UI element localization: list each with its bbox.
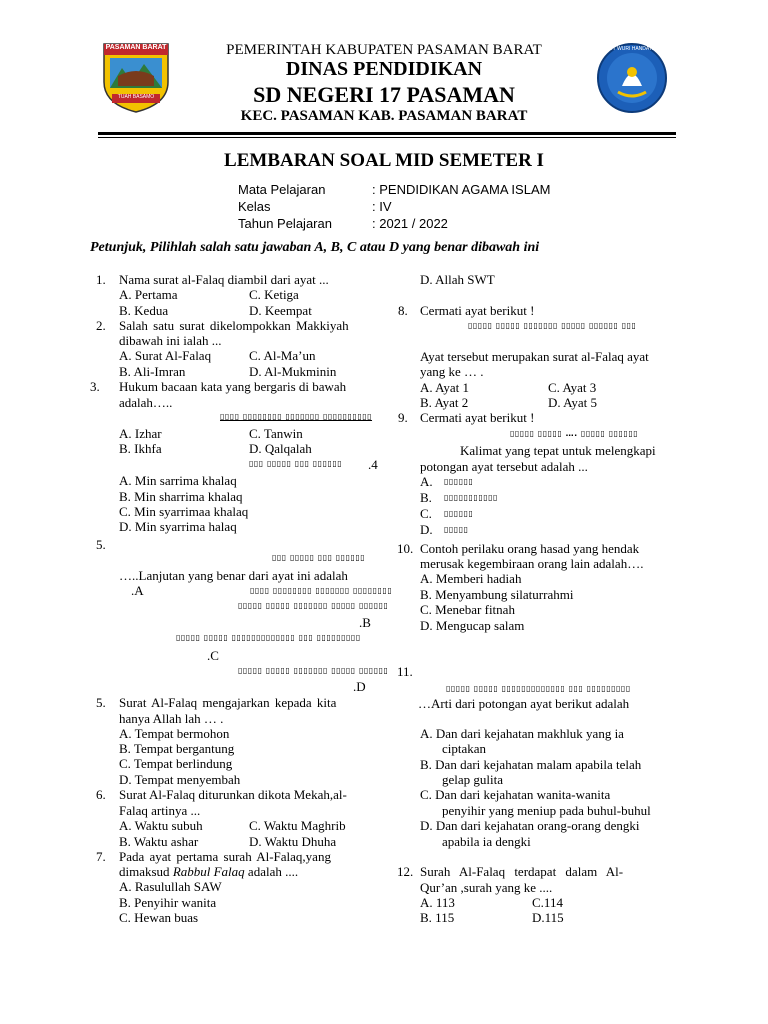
option-b: B. Tempat bergantung: [119, 741, 235, 756]
option-a: A. Min sarrima khalaq: [119, 473, 237, 488]
option-d-cont: apabila ia dengki: [442, 834, 531, 849]
option-label-b: .B: [359, 615, 371, 630]
option-a: A. Surat Al-Falaq: [119, 348, 212, 363]
arabic-verse: ▯▯▯▯ ▯▯▯▯▯▯▯▯ ▯▯▯▯▯▯▯ ▯▯▯▯▯▯▯▯▯▯: [220, 412, 373, 421]
question-number: .4: [368, 457, 378, 472]
option-d: D.115: [532, 910, 564, 925]
info-label-year: Tahun Pelajaran: [238, 216, 332, 231]
left-logo-motto: TUAH BASAMO: [117, 94, 155, 100]
option-b-arabic: ▯▯▯▯▯ ▯▯▯▯▯ ▯▯▯▯▯▯▯ ▯▯▯▯▯ ▯▯▯▯▯▯: [238, 601, 389, 610]
option-c-arabic: ▯▯▯▯▯ ▯▯▯▯▯ ▯▯▯▯▯▯▯▯▯▯▯▯▯ ▯▯▯ ▯▯▯▯▯▯▯▯▯: [176, 633, 361, 642]
option-a: A. Tempat bermohon: [119, 726, 230, 741]
option-d: D. Ayat 5: [548, 395, 597, 410]
option-c: C.114: [532, 895, 563, 910]
arabic-verse: ▯▯▯▯▯ ▯▯▯▯▯ …. ▯▯▯▯▯ ▯▯▯▯▯▯: [510, 429, 639, 438]
question-text: …Arti dari potongan ayat berikut adalah: [418, 696, 630, 711]
question-text: Surah Al-Falaq terdapat dalam Al-: [420, 864, 624, 879]
info-value-class: : IV: [372, 199, 392, 214]
option-c: C. Waktu Maghrib: [249, 818, 346, 833]
question-text: dimaksud Rabbul Falaq adalah ....: [119, 864, 299, 879]
option-d: D. Tempat menyembah: [119, 772, 241, 787]
option-b: B. Penyihir wanita: [119, 895, 217, 910]
question-text: Contoh perilaku orang hasad yang hendak: [420, 541, 640, 556]
option-b: B. Menyambung silaturrahmi: [420, 587, 574, 602]
option-d: D. Allah SWT: [420, 272, 495, 287]
option-b: B. Ali-Imran: [119, 364, 186, 379]
option-b: B.: [420, 490, 432, 505]
right-logo-text: TUT WURI HANDAYANI: [606, 46, 661, 52]
option-c: C. Tempat berlindung: [119, 756, 233, 771]
option-d: D. Mengucap salam: [420, 618, 525, 633]
option-c: C.: [420, 506, 432, 521]
question-text: dibawah ini ialah ...: [119, 333, 222, 348]
arabic-verse: ▯▯▯▯▯ ▯▯▯▯▯ ▯▯▯▯▯▯▯ ▯▯▯▯▯ ▯▯▯▯▯▯ ▯▯▯: [468, 321, 637, 330]
info-label-class: Kelas: [238, 199, 271, 214]
option-c: C. Menebar fitnah: [420, 602, 515, 617]
question-text: hanya Allah lah … .: [119, 711, 224, 726]
option-b: B. Dan dari kejahatan malam apabila telah: [420, 757, 642, 772]
header-school: SD NEGERI 17 PASAMAN: [253, 82, 515, 107]
option-d-arabic: ▯▯▯▯▯: [444, 525, 469, 534]
option-a-arabic: ▯▯▯▯▯▯: [444, 477, 474, 486]
question-text: Nama surat al-Falaq diambil dari ayat ...: [119, 272, 329, 287]
option-d: D. Keempat: [249, 303, 312, 318]
question-text: …..Lanjutan yang benar dari ayat ini adalah: [119, 568, 348, 583]
option-a: A. Waktu subuh: [119, 818, 203, 833]
question-number: 7.: [96, 849, 106, 864]
option-c: C. Min syarrimaa khalaq: [119, 504, 249, 519]
option-b: B. Ayat 2: [420, 395, 469, 410]
option-c-arabic: ▯▯▯▯▯▯: [444, 509, 474, 518]
question-number: 8.: [398, 303, 408, 318]
option-b: B. Kedua: [119, 303, 169, 318]
arabic-verse: ▯▯▯ ▯▯▯▯▯ ▯▯▯ ▯▯▯▯▯▯: [249, 459, 343, 468]
option-b: B. Waktu ashar: [119, 834, 199, 849]
question-text: yang ke … .: [420, 364, 484, 379]
option-b: B. Min sharrima khalaq: [119, 489, 243, 504]
question-number: 12.: [397, 864, 414, 879]
option-d: D. Qalqalah: [249, 441, 312, 456]
option-a: A. Rasulullah SAW: [119, 879, 222, 894]
question-number: 5.: [96, 537, 106, 552]
arabic-verse: ▯▯▯▯▯ ▯▯▯▯▯ ▯▯▯▯▯▯▯▯▯▯▯▯▯ ▯▯▯ ▯▯▯▯▯▯▯▯▯: [446, 684, 631, 693]
question-text: Falaq artinya ...: [119, 803, 201, 818]
question-number: 2.: [96, 318, 106, 333]
option-c-cont: penyihir yang meniup pada buhul-buhul: [442, 803, 651, 818]
question-text: Cermati ayat berikut !: [420, 303, 535, 318]
question-text: Ayat tersebut merupakan surat al-Falaq ayat: [420, 349, 649, 364]
page-title: LEMBARAN SOAL MID SEMETER I: [224, 150, 544, 171]
header-department: DINAS PENDIDIKAN: [285, 58, 483, 80]
option-b-arabic: ▯▯▯▯▯▯▯▯▯▯▯: [444, 493, 498, 502]
option-c: C. Al-Ma’un: [249, 348, 316, 363]
option-label-c: .C: [207, 648, 219, 663]
option-c: C. Ketiga: [249, 287, 299, 302]
option-b: B. Ikhfa: [119, 441, 162, 456]
left-logo-text: PASAMAN BARAT: [105, 44, 167, 51]
option-d-arabic: ▯▯▯▯▯ ▯▯▯▯▯ ▯▯▯▯▯▯▯ ▯▯▯▯▯ ▯▯▯▯▯▯: [238, 666, 389, 675]
option-c: C. Hewan buas: [119, 910, 199, 925]
option-d: D. Min syarrima halaq: [119, 519, 237, 534]
question-text: Hukum bacaan kata yang bergaris di bawah: [119, 379, 347, 394]
option-a: A. 113: [420, 895, 455, 910]
option-c: C. Tanwin: [249, 426, 303, 441]
info-value-subject: : PENDIDIKAN AGAMA ISLAM: [372, 182, 551, 197]
question-number: 3.: [90, 379, 100, 394]
question-text: Surat Al-Falaq mengajarkan kepada kita: [119, 695, 337, 710]
option-b-cont: gelap gulita: [442, 772, 504, 787]
question-number: 9.: [398, 410, 408, 425]
question-text: adalah…..: [119, 395, 173, 410]
option-label-d: .D: [353, 679, 366, 694]
question-text: Pada ayat pertama surah Al-Falaq,yang: [119, 849, 331, 864]
question-text: merusak kegembiraan orang lain adalah….: [420, 556, 644, 571]
info-value-year: : 2021 / 2022: [372, 216, 448, 231]
option-label-a: .A: [131, 583, 144, 598]
question-text: Qur’an ,surah yang ke ....: [420, 880, 553, 895]
option-a: A. Ayat 1: [420, 380, 469, 395]
question-number: 6.: [96, 787, 106, 802]
option-a-arabic: ▯▯▯▯ ▯▯▯▯▯▯▯▯ ▯▯▯▯▯▯▯ ▯▯▯▯▯▯▯▯: [250, 586, 393, 595]
header-rule-thick: [98, 132, 676, 135]
question-text: Salah satu surat dikelompokkan Makkiyah: [119, 318, 349, 333]
option-b: B. 115: [420, 910, 455, 925]
question-number: 10.: [397, 541, 414, 556]
arabic-verse: ▯▯▯ ▯▯▯▯▯ ▯▯▯ ▯▯▯▯▯▯: [272, 553, 366, 562]
option-a: A. Memberi hadiah: [420, 571, 522, 586]
header-district: KEC. PASAMAN KAB. PASAMAN BARAT: [240, 108, 528, 124]
question-text: Surat Al-Falaq diturunkan dikota Mekah,al-: [119, 787, 347, 802]
option-a: A. Dan dari kejahatan makhluk yang ia: [420, 726, 624, 741]
option-a: A.: [420, 474, 433, 489]
info-label-subject: Mata Pelajaran: [238, 182, 326, 197]
option-c: C. Ayat 3: [548, 380, 597, 395]
option-d: D. Waktu Dhuha: [249, 834, 337, 849]
instruction: Petunjuk, Pilihlah salah satu jawaban A, B, C atau D yang benar dibawah ini: [90, 240, 540, 255]
option-a-cont: ciptakan: [442, 741, 487, 756]
option-a: A. Pertama: [119, 287, 178, 302]
option-d: D. Al-Mukminin: [249, 364, 337, 379]
question-text: Cermati ayat berikut !: [420, 410, 535, 425]
question-text: Kalimat yang tepat untuk melengkapi: [460, 443, 656, 458]
question-text: potongan ayat tersebut adalah ...: [420, 459, 588, 474]
question-number: 5.: [96, 695, 106, 710]
option-d: D. Dan dari kejahatan orang-orang dengki: [420, 818, 640, 833]
question-number: 1.: [96, 272, 106, 287]
header-rule-thin: [98, 137, 676, 138]
option-a: A. Izhar: [119, 426, 162, 441]
question-number: 11.: [397, 664, 413, 679]
header-government: PEMERINTAH KABUPATEN PASAMAN BARAT: [226, 42, 542, 58]
option-d: D.: [420, 522, 433, 537]
option-c: C. Dan dari kejahatan wanita-wanita: [420, 787, 611, 802]
